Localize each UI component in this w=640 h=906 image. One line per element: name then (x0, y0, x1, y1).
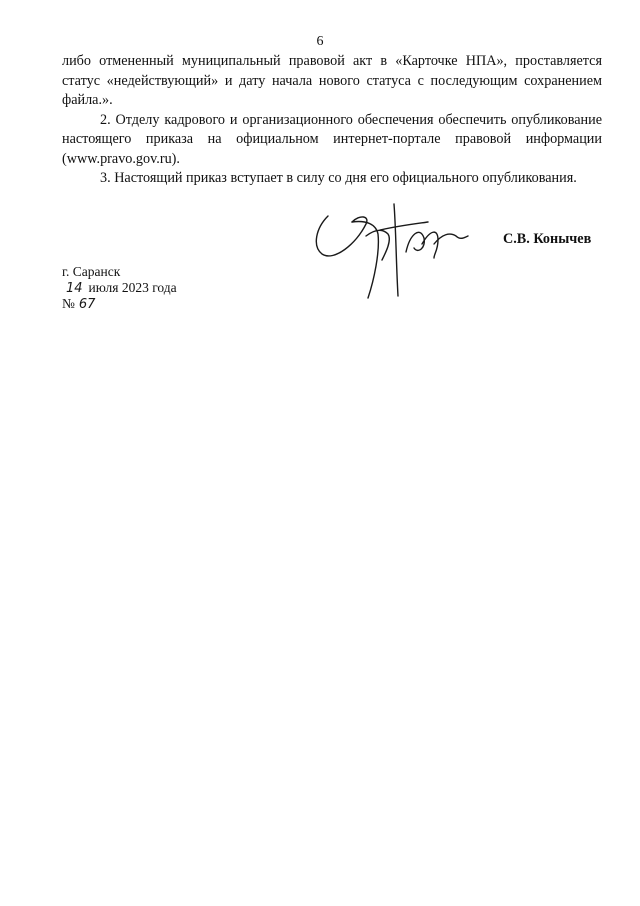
page-number: 6 (316, 34, 324, 49)
date-month-year: июля 2023 года (88, 280, 177, 295)
paragraph-item-2: 2. Отделу кадрового и организационного обеспечения обеспечить опубликование настоящего приказа на официальном интернет-портале правовой информации (www.pravo.gov.ru). (62, 111, 602, 167)
number-sign: № (62, 296, 75, 311)
body-text (62, 52, 602, 189)
place-of-issue: г. Саранск (62, 264, 121, 279)
paragraph-item-3: 3. Настоящий приказ вступает в силу со дня его официального опубликования. (100, 170, 577, 186)
signer-name: С.В. Конычев (503, 231, 592, 247)
paragraph-continuation: либо отмененный муниципальный правовой акт в «Карточке НПА», проставляется статус «недействующий» и дату начала нового статуса с последующим сохранением файла.». (62, 53, 602, 108)
date-day-handwritten: 14 (66, 281, 83, 296)
handwritten-signature (310, 200, 470, 304)
document-number (62, 296, 101, 312)
number-handwritten: 67 (78, 297, 96, 312)
document-date (62, 280, 177, 296)
